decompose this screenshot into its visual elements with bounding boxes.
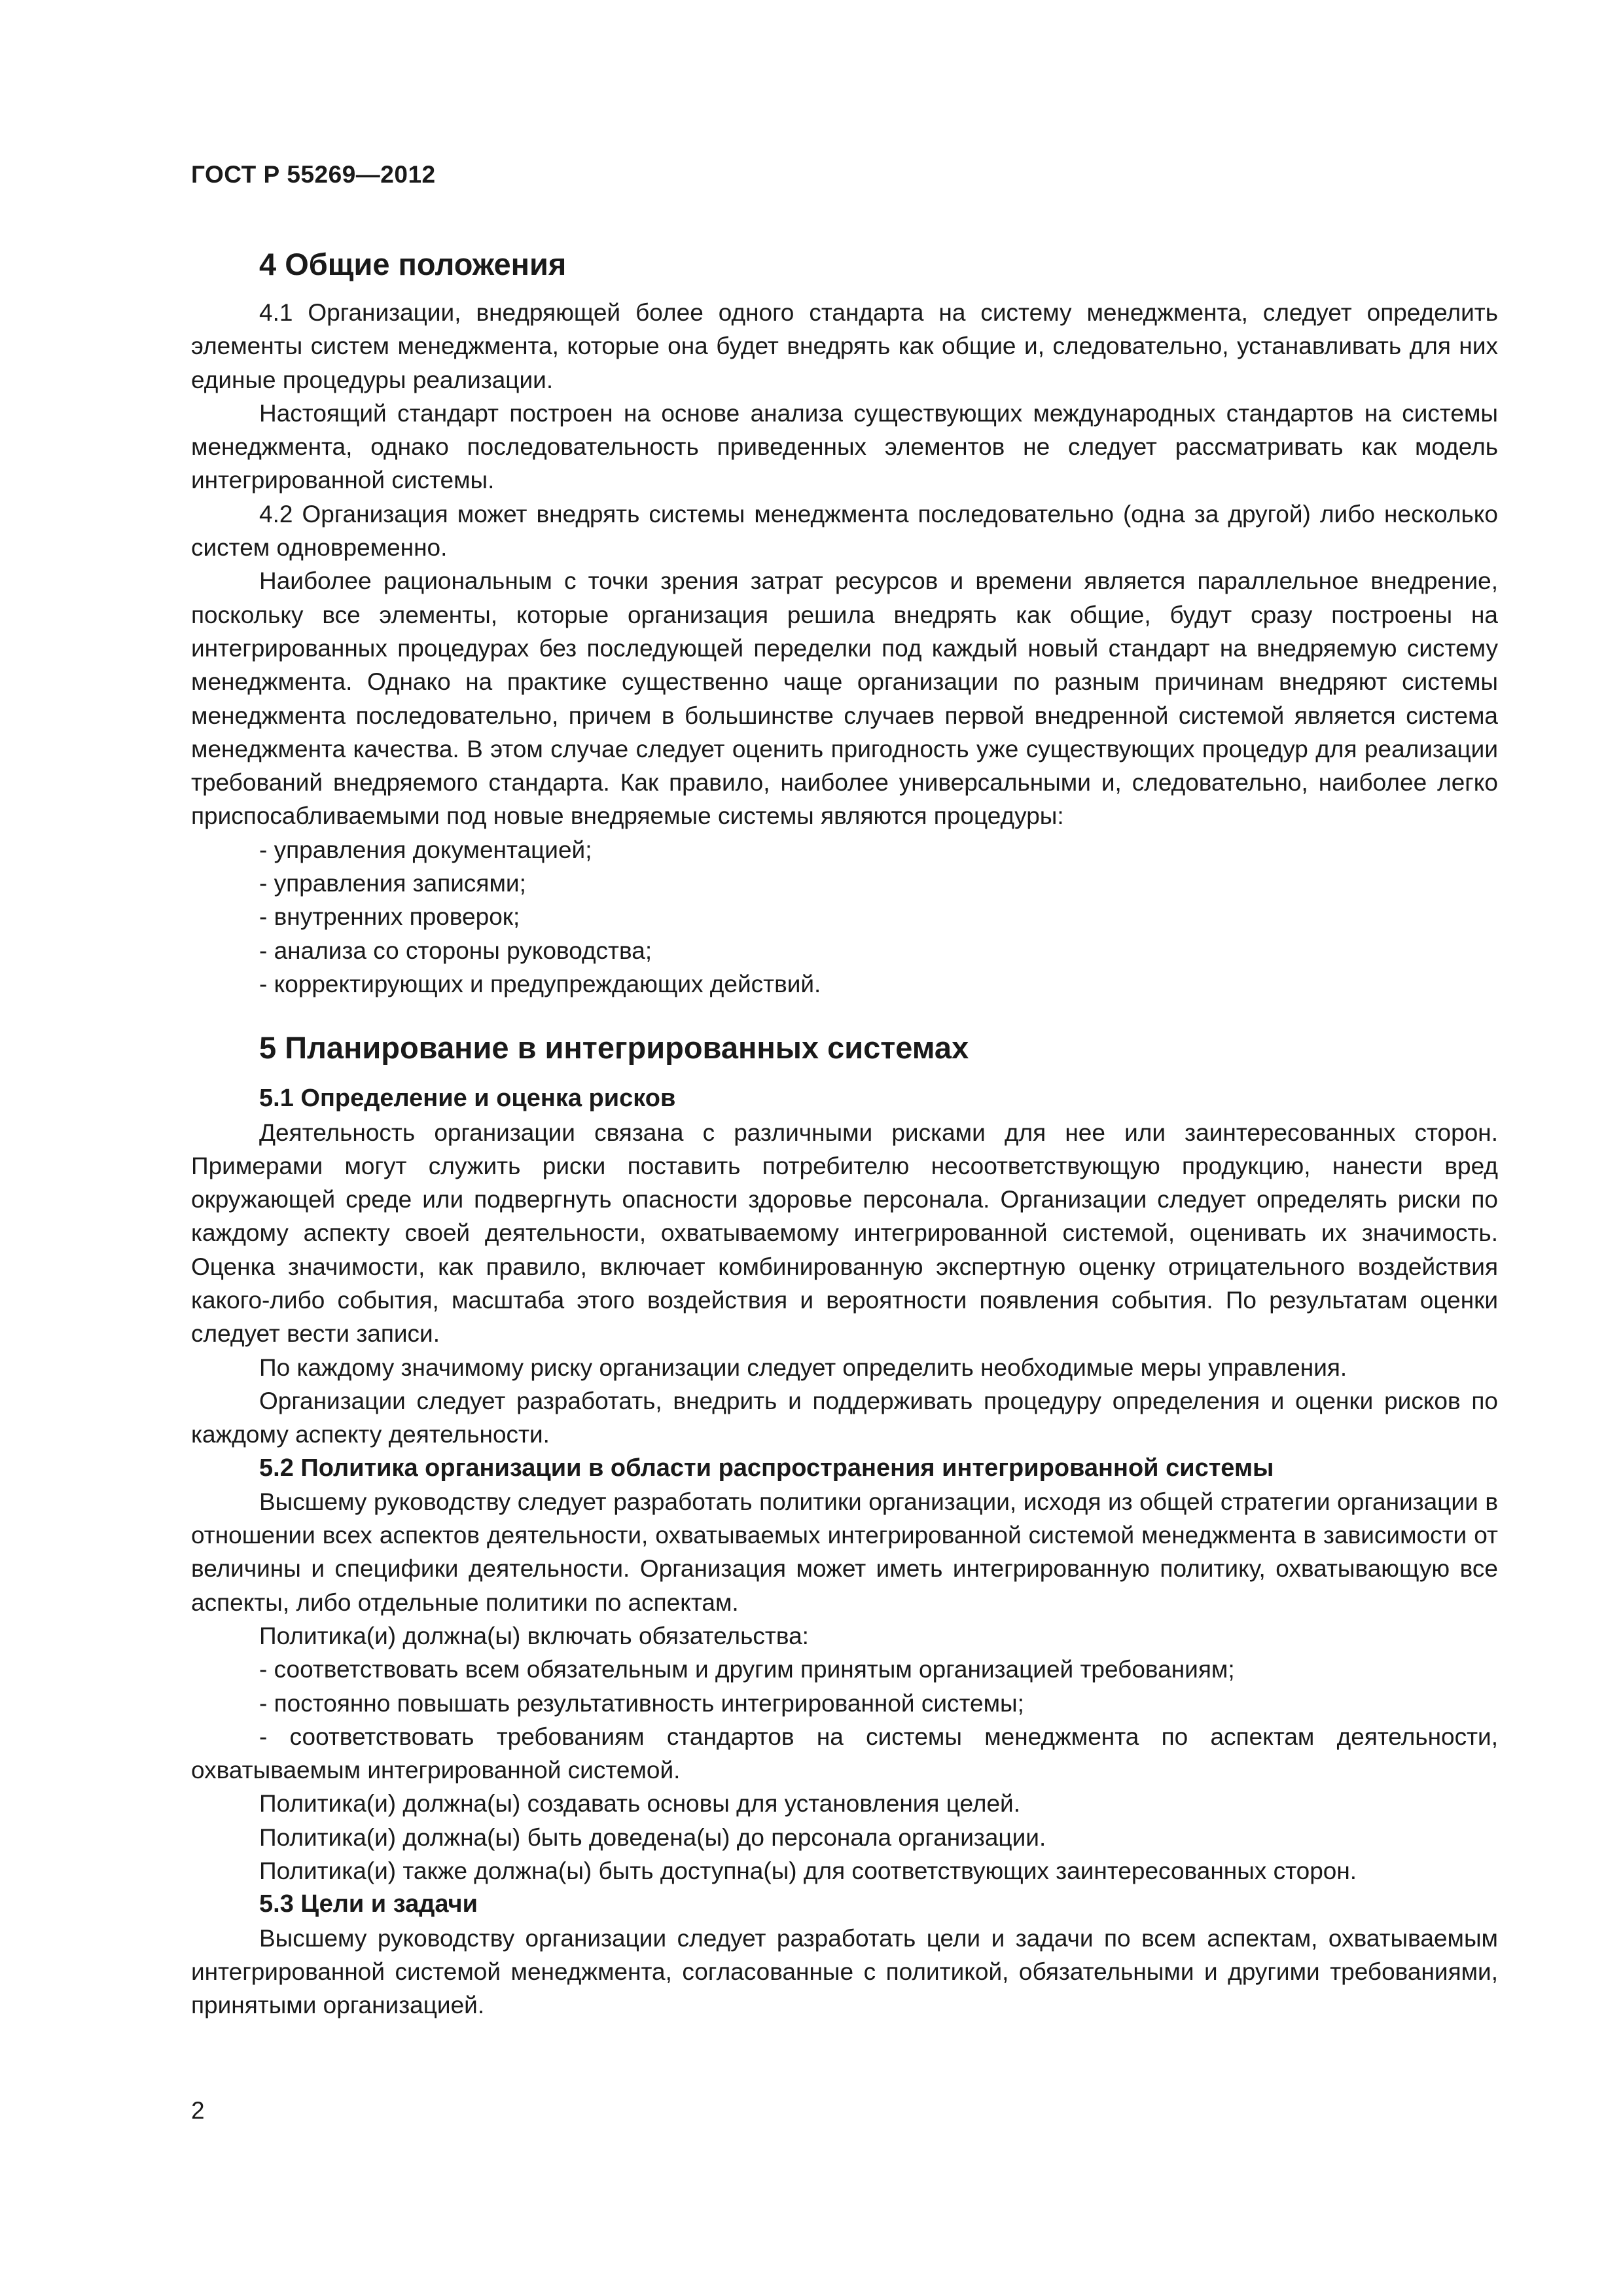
paragraph: Высшему руководству следует разработать политики организации, исходя из общей стратегии организации в отношении всех аспектов деятельности, охватываемых интегрированной системой менеджмента в зависимости от величины и специфики деятельности. Организация может иметь интегрированную политику, охватывающую все аспекты, либо отдельные политики по аспектам. <box>191 1488 1498 1616</box>
page-content <box>191 241 1498 2022</box>
list-item: - корректирующих и предупреждающих действий. <box>259 970 821 997</box>
subsection-5-1-title: 5.1 Определение и оценка рисков <box>259 1085 676 1113</box>
subsection-5-3-title: 5.3 Цели и задачи <box>259 1890 478 1918</box>
list-item: - постоянно повышать результативность интегрированной системы; <box>259 1689 1024 1717</box>
paragraph: Высшему руководству организации следует разработать цели и задачи по всем аспектам, охватываемым интегрированной системой менеджмента, согласованные с политикой, обязательными и другими требованиями, принятыми организацией. <box>191 1924 1498 2019</box>
paragraph: Политика(и) должна(ы) быть доведена(ы) до персонала организации. <box>259 1823 1046 1851</box>
paragraph: Политика(и) также должна(ы) быть доступна(ы) для соответствующих заинтересованных сторон. <box>259 1857 1357 1885</box>
paragraph: 4.1 Организации, внедряющей более одного стандарта на систему менеджмента, следует определить элементы систем менеджмента, которые она будет внедрять как общие и, следовательно, устанавливать для них единые процедуры реализации. <box>191 299 1498 393</box>
list-item: - соответствовать всем обязательным и другим принятым организацией требованиям; <box>259 1656 1235 1683</box>
paragraph: Настоящий стандарт построен на основе анализа существующих международных стандартов на системы менеджмента, однако последовательность приведенных элементов не следует рассматривать как модель интегрированной системы. <box>191 399 1498 494</box>
paragraph: Организации следует разработать, внедрить и поддерживать процедуру определения и оценки рисков по каждому аспекту деятельности. <box>191 1387 1498 1448</box>
list-item: - управления записями; <box>259 870 526 897</box>
subsection-5-2-title: 5.2 Политика организации в области распространения интегрированной системы <box>259 1454 1274 1482</box>
paragraph: 4.2 Организация может внедрять системы менеджмента последовательно (одна за другой) либо несколько систем одновременно. <box>191 500 1498 562</box>
paragraph: По каждому значимому риску организации следует определить необходимые меры управления. <box>259 1354 1347 1381</box>
paragraph: Наиболее рациональным с точки зрения затрат ресурсов и времени является параллельное внедрение, поскольку все элементы, которые организация решила внедрять как общие, будут сразу построены на интегрированных процедурах без последующей переделки под каждый новый стандарт на внедряемую систему менеджмента. Однако на практике существенно чаще организации по разным причинам внедряют системы менеджмента последовательно, причем в большинстве случаев первой внедренной системой является система менеджмента качества. В этом случае следует оценить пригодность уже существующих процедур для реализации требований внедряемого стандарта. Как правило, наиболее универсальными и, следовательно, наиболее легко приспосабливаемыми под новые внедряемые системы являются процедуры: <box>191 567 1498 830</box>
list-item: - анализа со стороны руководства; <box>259 937 652 964</box>
section-5-title: 5 Планирование в интегрированных системах <box>259 1030 969 1066</box>
document-code-header: ГОСТ Р 55269—2012 <box>191 161 436 188</box>
list-item: - управления документацией; <box>259 836 592 863</box>
page-number: 2 <box>191 2097 205 2124</box>
paragraph: Политика(и) должна(ы) включать обязательства: <box>259 1622 809 1649</box>
paragraph: Деятельность организации связана с различными рисками для нее или заинтересованных сторон. Примерами могут служить риски поставить потребителю несоответствующую продукцию, нанести вред окружающей среде или подвергнуть опасности здоровье персонала. Организации следует определять риски по каждому аспекту своей деятельности, охватываемому интегрированной системой, оценивать их значимость. Оценка значимости, как правило, включает комбинированную экспертную оценку отрицательного воздействия какого-либо события, масштаба этого воздействия и вероятности появления события. По результатам оценки следует вести записи. <box>191 1119 1498 1348</box>
section-4-title: 4 Общие положения <box>259 247 567 281</box>
list-item: - соответствовать требованиям стандартов на системы менеджмента по аспектам деятельности, охватываемым интегрированной системой. <box>191 1723 1498 1784</box>
list-item: - внутренних проверок; <box>259 903 520 931</box>
paragraph: Политика(и) должна(ы) создавать основы для установления целей. <box>259 1790 1020 1818</box>
